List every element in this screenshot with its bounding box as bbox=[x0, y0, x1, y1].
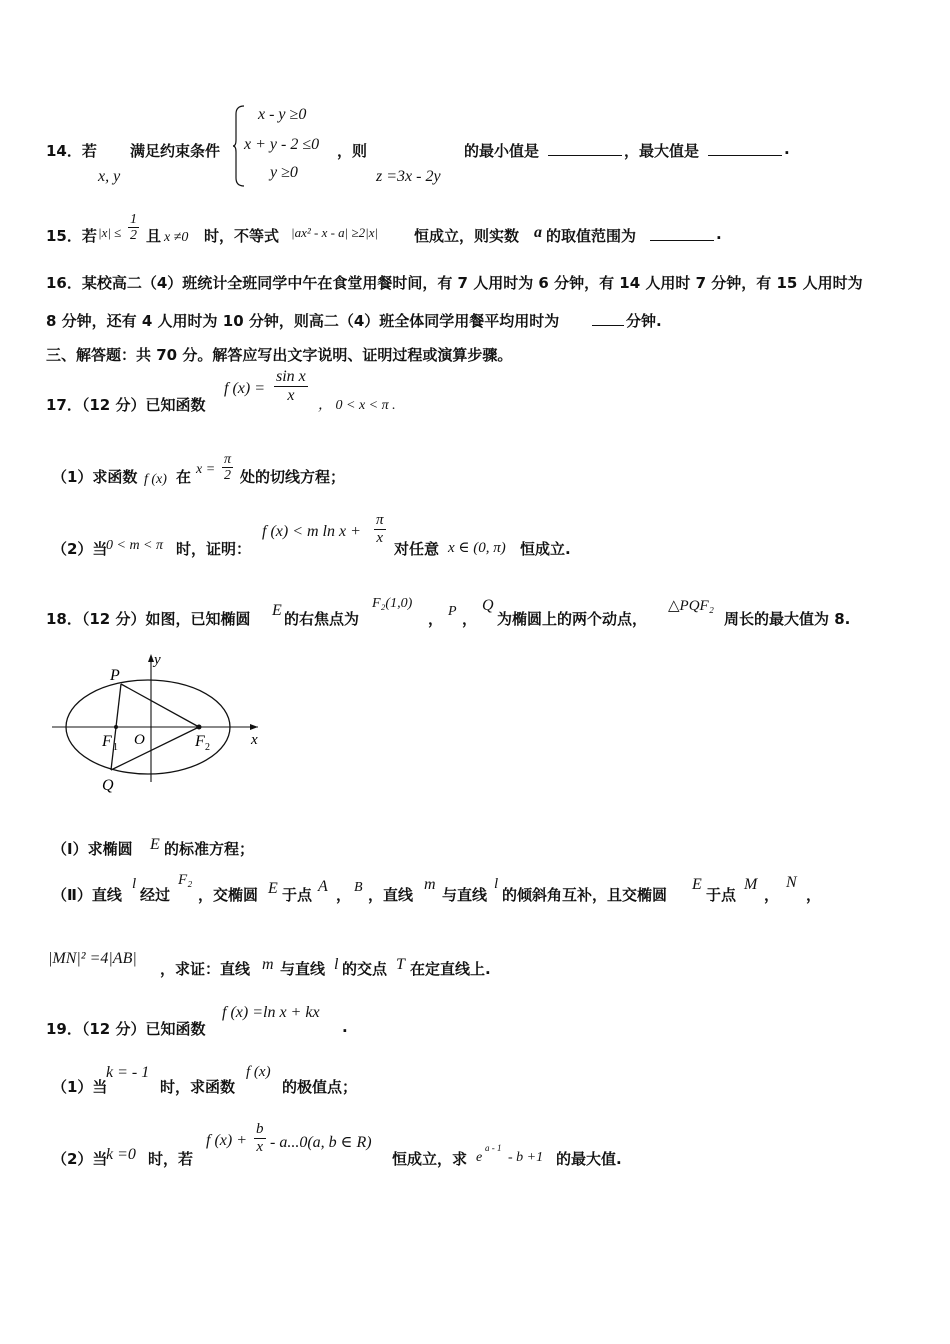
q18-p2-text: ， bbox=[336, 886, 352, 904]
q18-p2-text: 于点 bbox=[706, 886, 737, 904]
q14-constraint-1: x - y ≥0 bbox=[258, 106, 307, 123]
q14-constraint-3: y ≥0 bbox=[270, 164, 298, 181]
label-F2-sub: 2 bbox=[205, 742, 210, 753]
q17-p1-fx: f (x) bbox=[144, 472, 167, 487]
q18-p2-text: 的交点 bbox=[342, 960, 388, 978]
label-F2: F bbox=[195, 733, 205, 750]
q18-p2-text: 于点 bbox=[282, 886, 313, 904]
segment-QF2 bbox=[111, 727, 199, 770]
q18-text: 的右焦点为 bbox=[284, 610, 360, 628]
q18-p2-equation: |MN|² =4|AB| bbox=[48, 950, 137, 967]
q18-E: E bbox=[272, 602, 282, 619]
q15-text: 且 bbox=[146, 227, 162, 245]
q14-text: ，则 bbox=[337, 142, 368, 160]
x-axis-arrow bbox=[250, 724, 258, 730]
q15-abs-x: |x| ≤ bbox=[98, 225, 122, 240]
focus-F1-point bbox=[114, 725, 118, 729]
q16-line-2-end: 分钟. bbox=[626, 312, 662, 330]
q14-blank-min bbox=[548, 155, 622, 156]
q14-text: 的最小值是 bbox=[464, 142, 540, 160]
q18-p2-text: 与直线 bbox=[280, 960, 326, 978]
q18-p3-T: T bbox=[396, 956, 405, 973]
q18-text: 为椭圆上的两个动点， bbox=[497, 610, 648, 628]
q18-p1-E: E bbox=[150, 836, 160, 853]
q19-end: . bbox=[342, 1018, 348, 1036]
q17-fx: f (x) = bbox=[224, 380, 265, 397]
q17-p2-pi-over-x: $\frac{\pi}{x}$ bbox=[376, 512, 384, 546]
q17-p1-x: x = bbox=[196, 462, 216, 477]
q18-p3-l: l bbox=[334, 956, 339, 973]
label-F1: F bbox=[102, 733, 112, 750]
q16-blank bbox=[592, 325, 624, 326]
q14-number: 14．若 bbox=[46, 142, 97, 160]
q18-p2-E2: E bbox=[692, 876, 702, 893]
q14-vars: x, y bbox=[98, 168, 121, 185]
q18-p2-N: N bbox=[786, 874, 797, 891]
q17-p1-text: 处的切线方程； bbox=[240, 468, 346, 486]
q16-line-2: 8 分钟，还有 4 人用时为 10 分钟，则高二（4）班全体同学用餐平均用时为 bbox=[46, 312, 560, 330]
label-P: P bbox=[110, 667, 120, 684]
q19-p2-expr: - b +1 bbox=[508, 1150, 544, 1165]
q18-p2-m: m bbox=[424, 876, 436, 893]
label-Q: Q bbox=[102, 777, 114, 794]
label-O: O bbox=[134, 732, 145, 748]
q18-p2-text: ，交椭圆 bbox=[198, 886, 259, 904]
q14-text: 满足约束条件 bbox=[130, 142, 221, 160]
q17-part-1: （1）求函数 bbox=[52, 468, 138, 486]
q15-end: . bbox=[716, 225, 722, 243]
q17-p2-m: 0 < m < π bbox=[106, 538, 164, 553]
q18-triangle: △PQF₂ bbox=[668, 598, 714, 614]
q15-half: $\frac{1}{2}$ bbox=[130, 212, 137, 244]
q17-fraction: $\frac{\text{sin x}}{x}$ bbox=[276, 368, 306, 404]
q17-part-2: （2）当 bbox=[52, 540, 108, 558]
q14-blank-max bbox=[708, 155, 782, 156]
q19-p2-text: 时，若 bbox=[148, 1150, 194, 1168]
q19-part-2: （2）当 bbox=[52, 1150, 108, 1168]
q19-p1-text: 时，求函数 bbox=[160, 1078, 236, 1096]
q18-p2-M: M bbox=[744, 876, 758, 893]
q18-p2-E: E bbox=[268, 880, 278, 897]
q14-text: ，最大值是 bbox=[624, 142, 700, 160]
q19-p2-exp: a - 1 bbox=[485, 1143, 502, 1153]
q18-F2: F₂(1,0) bbox=[372, 596, 413, 611]
q18-text: ， bbox=[428, 610, 444, 628]
q17-p2-ineq: f (x) < m ln x + bbox=[262, 523, 361, 540]
q19-p1-text: 的极值点； bbox=[282, 1078, 358, 1096]
q18-part-1: （Ⅰ）求椭圆 bbox=[52, 840, 133, 858]
q18-p1-text: 的标准方程； bbox=[164, 840, 255, 858]
q18-part-2: （Ⅱ）直线 bbox=[52, 886, 122, 904]
q18-p2-text: ，求证：直线 bbox=[160, 960, 251, 978]
q18-p2-text: 的倾斜角互补，且交椭圆 bbox=[502, 886, 668, 904]
q18-p2-A: A bbox=[318, 878, 328, 895]
q17-p2-text: 对任意 bbox=[394, 540, 440, 558]
q19-p2-text: 恒成立，求 bbox=[392, 1150, 468, 1168]
q18-p2-text: 经过 bbox=[140, 886, 171, 904]
q18-p2-l: l bbox=[132, 876, 137, 892]
q17-p2-text: 恒成立. bbox=[520, 540, 571, 558]
q18-number: 18．（12 分）如图，已知椭圆 bbox=[46, 610, 251, 628]
q18-text: ， bbox=[462, 610, 478, 628]
q15-number: 15．若 bbox=[46, 227, 97, 245]
q17-number: 17．（12 分）已知函数 bbox=[46, 396, 206, 414]
q19-p2-e: e bbox=[476, 1150, 483, 1165]
focus-F2-point bbox=[197, 725, 202, 730]
q15-inequality: |ax² - x - a| ≥2|x| bbox=[291, 225, 379, 240]
segment-PF2 bbox=[121, 684, 199, 727]
q18-p3-m: m bbox=[262, 956, 274, 973]
q18-p2-text: ， bbox=[806, 886, 822, 904]
label-x: x bbox=[251, 732, 258, 748]
q15-a: a bbox=[534, 224, 542, 241]
q18-p2-text: 与直线 bbox=[442, 886, 488, 904]
q15-blank bbox=[650, 240, 714, 241]
q19-p2-rest: - a...0(a, b ∈ R) bbox=[270, 1134, 372, 1151]
q18-text: 周长的最大值为 8. bbox=[724, 610, 851, 628]
q19-number: 19．（12 分）已知函数 bbox=[46, 1020, 206, 1038]
q19-p2-f: f (x) + bbox=[206, 1132, 247, 1149]
q17-p1-pi-half: $\frac{\pi}{2}$ bbox=[224, 452, 232, 484]
q18-p2-text: ，直线 bbox=[368, 886, 414, 904]
q15-text: 恒成立，则实数 bbox=[414, 227, 520, 245]
label-y: y bbox=[154, 652, 161, 668]
q17-p2-text: 时，证明： bbox=[176, 540, 252, 558]
q18-p2-B: B bbox=[354, 880, 363, 895]
ellipse-figure bbox=[48, 650, 278, 800]
q17-p2-domain: x ∈ (0, π) bbox=[448, 540, 506, 556]
q15-cond: x ≠0 bbox=[164, 230, 189, 245]
q18-P: P bbox=[448, 604, 457, 619]
q19-p1-fx: f (x) bbox=[246, 1064, 271, 1080]
q19-p1-k: k = - 1 bbox=[106, 1064, 150, 1081]
section-3-heading: 三、解答题：共 70 分。解答应写出文字说明、证明过程或演算步骤。 bbox=[46, 346, 513, 364]
q18-p2-text: 在定直线上. bbox=[410, 960, 491, 978]
label-F1-sub: 1 bbox=[113, 742, 118, 753]
q17-p1-text: 在 bbox=[176, 468, 192, 486]
q18-p2-l2: l bbox=[494, 876, 499, 892]
q19-p2-text: 的最大值. bbox=[556, 1150, 622, 1168]
q18-Q: Q bbox=[482, 597, 494, 614]
q15-text: 的取值范围为 bbox=[546, 227, 637, 245]
q14-end: . bbox=[784, 140, 790, 158]
q15-text: 时，不等式 bbox=[204, 227, 280, 245]
q18-p2-text: ， bbox=[764, 886, 780, 904]
q19-fx: f (x) =ln x + kx bbox=[222, 1004, 320, 1021]
q19-p2-k: k =0 bbox=[106, 1146, 136, 1163]
q17-domain: ， 0 < x < π . bbox=[318, 398, 396, 413]
q19-p2-b-over-x: $\frac{b}{x}$ bbox=[256, 1121, 264, 1155]
q16-line-1: 16．某校高二（4）班统计全班同学中午在食堂用餐时间，有 7 人用时为 6 分钟，有 14 人用时 7 分钟，有 15 人用时为 bbox=[46, 274, 863, 292]
q14-objective: z =3x - 2y bbox=[376, 168, 441, 185]
q14-constraint-2: x + y - 2 ≤0 bbox=[244, 136, 320, 153]
q19-part-1: （1）当 bbox=[52, 1078, 108, 1096]
q18-p2-F2: F₂ bbox=[178, 872, 193, 888]
